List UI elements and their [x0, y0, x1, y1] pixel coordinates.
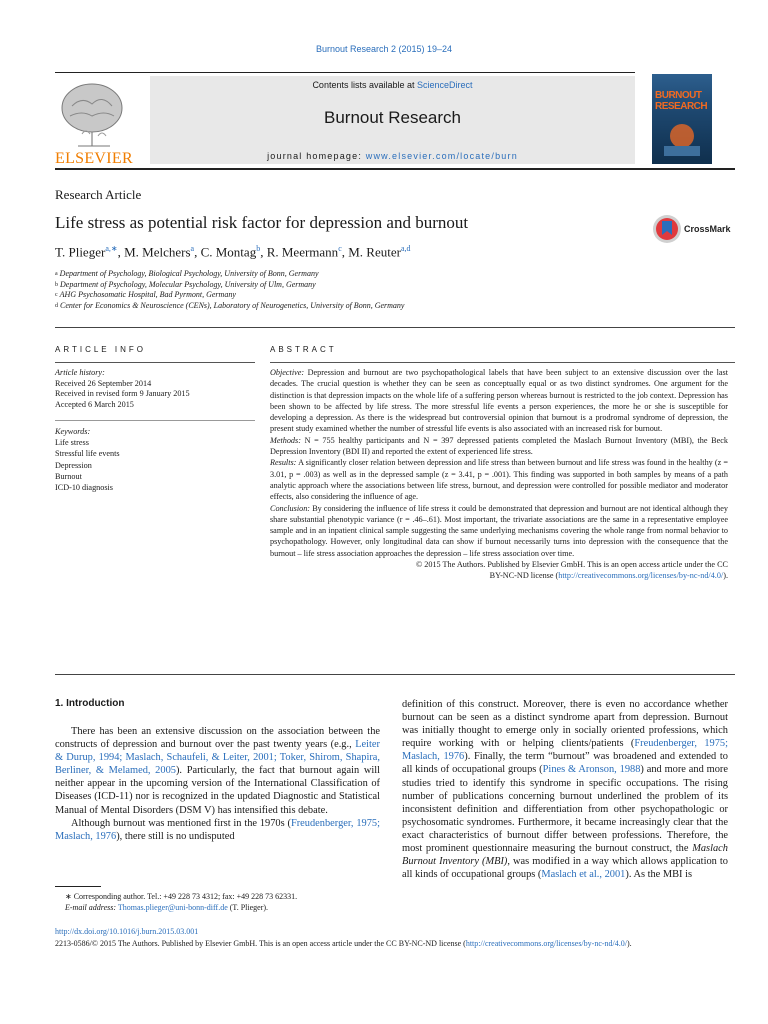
author-list: T. Plieger$^{a,∗}$, M. Melchers$^a$, C. Montag$^b$, R. Meermann$^c$, M. Reuter$^{a,d}$: [55, 244, 411, 260]
homepage-prefix: journal homepage:: [267, 151, 363, 161]
affiliation-text: Center for Economics & Neuroscience (CENs), Laboratory of Neurogenetics, University of Bonn, Germany: [60, 300, 405, 310]
citation-link[interactable]: Leiter & Durup, 1994; Maslach, Schaufeli, & Leiter, 2001; Toker, Shirom, Shapira, Berliner, & Melamed, 2005: [55, 739, 380, 777]
email-line: [65, 902, 297, 913]
license-link[interactable]: http://creativecommons.org/licenses/by-nc-nd/4.0/: [558, 571, 724, 581]
affiliation-key: b: [55, 281, 58, 288]
keyword-item: Life stress: [55, 438, 89, 448]
citation-link[interactable]: Freudenberger, 1975; Maslach, 1976: [55, 817, 380, 842]
methods-text: N = 755 healthy participants and N = 397 depressed patients completed the Maslach Burnout Inventory (MBI), the Beck Depression Inventory (BDI II) and reported the extent of experienced life stress.: [270, 435, 729, 457]
abstract-rule: [270, 362, 735, 363]
author-affiliation-marker[interactable]: a,∗: [105, 244, 118, 253]
abstract-methods: [270, 435, 728, 458]
cover-artwork-icon: [656, 118, 708, 160]
footnote-rule: [55, 886, 101, 887]
affiliation-key: c: [55, 292, 58, 298]
crossmark-label: CrossMark: [684, 224, 731, 234]
cover-title-line-1: BURNOUT: [655, 90, 702, 101]
keyword-item: Burnout: [55, 471, 82, 481]
contents-prefix: Contents lists available at: [312, 80, 415, 90]
author-name: T. Plieger: [55, 244, 106, 260]
author-name: R. Meermann: [266, 244, 339, 260]
article-history: [55, 368, 255, 410]
sciencedirect-link[interactable]: ScienceDirect: [417, 80, 473, 90]
publisher-name: ELSEVIER: [55, 150, 133, 167]
results-label: Results:: [270, 458, 297, 468]
affiliation-text: AHG Psychosomatic Hospital, Bad Pyrmont, Germany: [59, 290, 236, 299]
author-affiliation-marker[interactable]: a,d: [400, 244, 411, 253]
author-affiliation-marker[interactable]: b: [256, 244, 261, 253]
affiliation-rule: [55, 327, 735, 328]
journal-reference[interactable]: Burnout Research 2 (2015) 19–24: [315, 44, 453, 54]
author-name: C. Montag: [200, 244, 257, 260]
license-text: 2213-0586/© 2015 The Authors. Published by Elsevier GmbH. This is an open access article under the CC BY-NC-ND license (: [55, 939, 466, 948]
corresponding-author-footnote: [55, 891, 297, 913]
abstract-heading: ABSTRACT: [270, 345, 337, 354]
body-text: ) and more and more studies tried to identify this syndrome in specific occupations. The rising number of publications concerning burnout underlined the problem of its inconsistent definition and differentiation from other psychopathologic or psychosomatic syndromes. Furthermore, it became increasingly clear that the exact characteristics of burnout differ between professions. Therefore, the most prominent questionnaire measuring the burnout construct, the: [402, 764, 728, 855]
homepage-link[interactable]: www.elsevier.com/locate/burn: [365, 151, 518, 161]
citation-link[interactable]: Maslach et al., 2001: [541, 869, 626, 881]
body-text: ). As the MBI is: [625, 869, 693, 881]
homepage-line: [150, 151, 635, 161]
results-text: A significantly closer relation between depression and life stress than between burnout and life stress was found in the healthy (z = 3.01, p = .003) as well as in the depressed sample (z = 3.41, p = .001). This finding was supported in both samples by means of a path analytic approach where the associations between life stress, burnout, and depression were controlled for possible mediator and moderator effects, also considering the influence of age.: [270, 458, 728, 502]
abstract-conclusion: [270, 503, 728, 559]
body-text: ). Finally, the term “burnout” was broadened and extended to all kinds of occupational groups (: [402, 751, 728, 776]
body-text: , was modified in a way which allows application to all kinds of occupational groups (: [402, 856, 728, 881]
objective-text: Depression and burnout are two psychopathological labels that have been subject to an extensive discussion over the last decades. The crucial question is whether they can be seen as conceptually equal or as two distinct syndromes. One argument for the distinction is that depression impacts on the whole life of a suffering person whereas burnout is restricted to the job context. Depression has been shown to be affected by life stress. The more stressful life events a person experiences, the more he or she is susceptible for developing a depression. As there is the widespread but controversial opinion that burnout is a prodromal syndrome of depression, the present study examined whether the number of stressful life events is also associated with an increased risk for burnout.: [270, 368, 729, 434]
objective-label: Objective:: [270, 368, 305, 377]
affiliation-list: [55, 269, 404, 311]
journal-cover-image[interactable]: [652, 74, 712, 164]
affiliation-key: a: [55, 271, 58, 277]
author-name: M. Reuter: [348, 244, 401, 260]
header-top-rule: [55, 72, 635, 73]
affiliation-item: [55, 301, 404, 312]
body-column-left: [55, 725, 380, 843]
keyword-list: [55, 426, 255, 493]
history-item: Received in revised form 9 January 2015: [55, 389, 190, 398]
abstract-bottom-rule: [55, 674, 735, 675]
copyright-line-1: © 2015 The Authors. Published by Elsevier GmbH. This is an open access article under the CC: [416, 560, 728, 570]
license-line: [55, 938, 728, 949]
copyright-end: ).: [723, 571, 728, 581]
abstract-objective: [270, 367, 728, 435]
journal-title: Burnout Research: [323, 108, 462, 127]
article-type: Research Article: [55, 187, 142, 202]
citation-link[interactable]: Pines & Aronson, 1988: [542, 764, 641, 776]
affiliation-text: Department of Psychology, Biological Psychology, University of Bonn, Germany: [59, 269, 319, 278]
abstract-copyright: [270, 559, 728, 582]
email-link[interactable]: Thomas.plieger@uni-bonn-diff.de: [117, 903, 228, 912]
keywords-rule: [55, 420, 255, 421]
cover-title-line-2: RESEARCH: [655, 101, 708, 112]
citation-link[interactable]: Freudenberger, 1975; Maslach, 1976: [402, 738, 728, 763]
body-text: definition of this construct. Moreover, there is even no accordance whether burnout can be seen as a distinct syndrome apart from depression. Burnout was initially thought to emerge only in socially oriented professions, which require working with or helping clients/patients (: [402, 699, 728, 750]
body-column-right: [402, 698, 728, 881]
methods-label: Methods:: [270, 435, 301, 445]
email-label: E-mail address:: [65, 903, 117, 912]
article-info-heading: ARTICLE INFO: [55, 345, 146, 354]
copyright-line-2: BY-NC-ND license (: [489, 571, 559, 581]
affiliation-text: Department of Psychology, Molecular Psychology, University of Ulm, Germany: [60, 279, 316, 289]
body-text: Although burnout was mentioned first in the 1970s (: [71, 817, 291, 829]
abstract-body: [270, 367, 728, 582]
license-end: ).: [626, 939, 632, 948]
history-item: Accepted 6 March 2015: [55, 399, 134, 409]
abstract-results: [270, 457, 728, 502]
affiliation-item: [55, 280, 404, 291]
body-text: ). Particularly, the fact that burnout again will neither appear in the upcoming version of the International Classification of Diseases (ICD-11) nor is recognized in the updated Diagnostic and Statistical Manual of Mental Disorders (DSM V) has intensified this debate.: [55, 765, 380, 816]
keyword-item: ICD-10 diagnosis: [55, 483, 113, 493]
header-rule: [55, 168, 735, 170]
body-paragraph: [402, 698, 728, 881]
body-text: There has been an extensive discussion on the association between the constructs of depression and burnout over the past twenty years (e.g.,: [55, 726, 380, 751]
keyword-item: Stressful life events: [55, 449, 120, 459]
conclusion-text: By considering the influence of life stress it could be demonstrated that depression and burnout are not identical although they share substantial phenotypic variance (r = .46–.61). Most important, the trivariate associations are the same in a representative employee sample and in an inpatient clinical sample suggesting the same underlying mechanisms covering the whole range from normal behavior to psychopathology. However, only longitudinal data can show if burnout necessarily turns into depression with the consequence that the burnout – life stress association approaches the depression – life stress association over time.: [270, 503, 728, 558]
doi-link[interactable]: http://dx.doi.org/10.1016/j.burn.2015.03.001: [55, 927, 199, 936]
history-heading: Article history:: [55, 368, 105, 377]
body-paragraph: [55, 817, 380, 843]
section-heading-introduction: 1. Introduction: [55, 698, 125, 709]
author-affiliation-marker[interactable]: a: [190, 244, 195, 253]
affiliation-item: [55, 269, 404, 280]
body-text: ), there still is no undisputed: [116, 830, 235, 842]
email-suffix: (T. Plieger).: [229, 903, 269, 912]
history-item: Received 26 September 2014: [55, 378, 152, 388]
license-link[interactable]: http://creativecommons.org/licenses/by-nc-nd/4.0/: [465, 939, 627, 948]
corresponding-line: ∗ Corresponding author. Tel.: +49 228 73 4312; fax: +49 228 73 62331.: [65, 892, 298, 901]
article-info-rule: [55, 362, 255, 363]
author-name: M. Melchers: [124, 244, 191, 260]
body-paragraph: [55, 725, 380, 817]
keyword-item: Depression: [55, 460, 92, 470]
affiliation-item: [55, 290, 404, 301]
affiliation-key: d: [55, 302, 58, 309]
article-title: Life stress as potential risk factor for depression and burnout: [55, 213, 469, 232]
body-emphasis: Maslach Burnout Inventory (MBI): [402, 843, 728, 868]
keywords-heading: Keywords:: [55, 427, 91, 436]
contents-line: [150, 80, 635, 90]
author-affiliation-marker[interactable]: c: [338, 244, 342, 253]
conclusion-label: Conclusion:: [270, 503, 311, 513]
